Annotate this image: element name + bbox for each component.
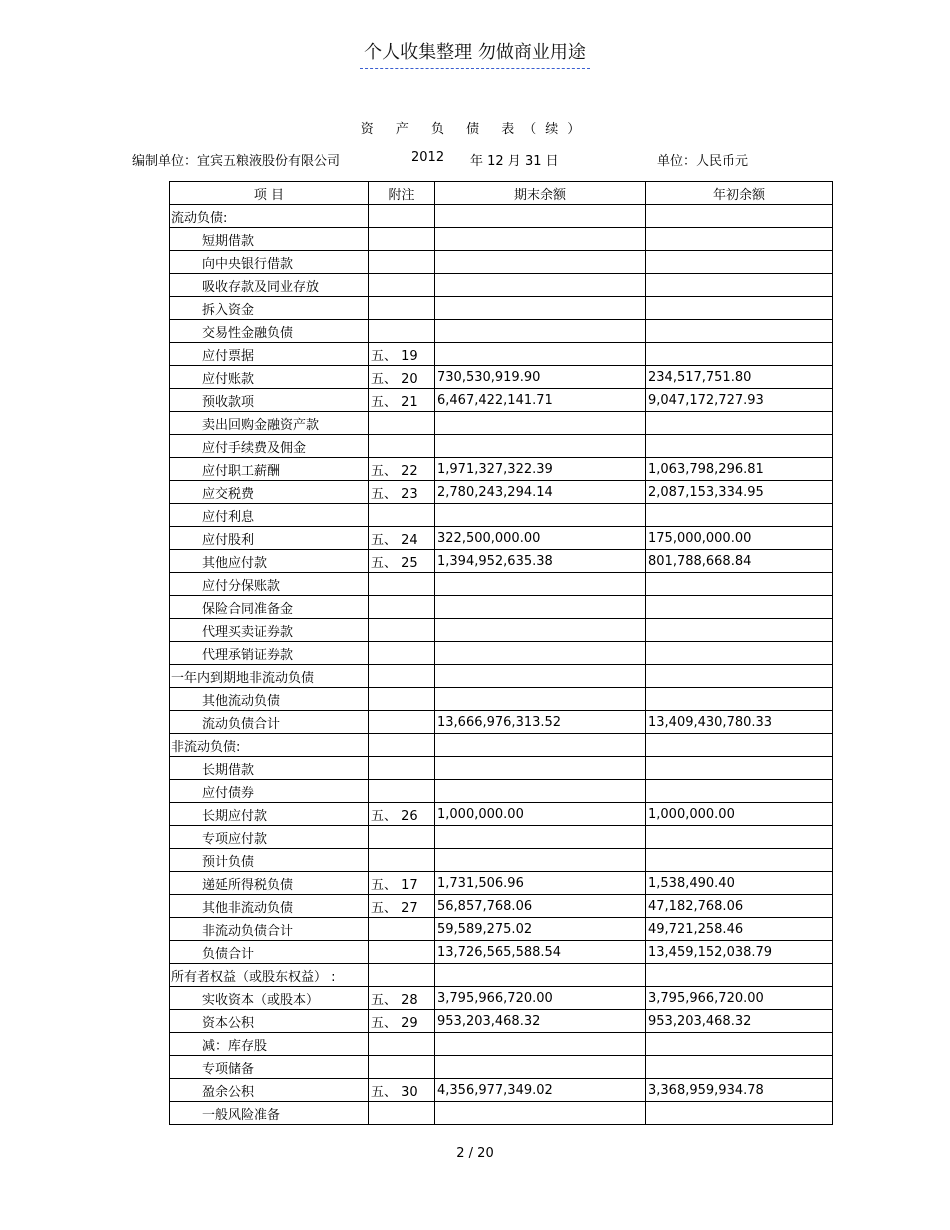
row-begin-balance: 175,000,000.00 — [646, 527, 833, 550]
table-row — [170, 688, 833, 711]
row-begin-balance — [646, 435, 833, 458]
row-begin-balance — [646, 228, 833, 251]
row-end-balance — [435, 343, 646, 366]
row-begin-balance — [646, 504, 833, 527]
row-end-balance — [435, 849, 646, 872]
row-item-label: 实收资本（或股本） — [170, 987, 369, 1010]
row-begin-balance: 1,063,798,296.81 — [646, 458, 833, 481]
row-end-balance: 1,394,952,635.38 — [435, 550, 646, 573]
row-item-label: 预收款项 — [170, 389, 369, 412]
row-end-balance: 1,000,000.00 — [435, 803, 646, 826]
row-item-label: 一般风险准备 — [170, 1102, 369, 1125]
row-note — [369, 665, 435, 688]
row-begin-balance: 49,721,258.46 — [646, 918, 833, 941]
row-end-balance: 13,666,976,313.52 — [435, 711, 646, 734]
row-end-balance — [435, 1056, 646, 1079]
row-end-balance — [435, 734, 646, 757]
row-end-balance — [435, 642, 646, 665]
row-item-label: 应付分保账款 — [170, 573, 369, 596]
row-end-balance — [435, 297, 646, 320]
row-end-balance — [435, 688, 646, 711]
row-note: 五、 26 — [369, 803, 435, 826]
row-begin-balance — [646, 251, 833, 274]
table-row — [170, 320, 833, 343]
row-note: 五、 28 — [369, 987, 435, 1010]
row-note: 五、 20 — [369, 366, 435, 389]
row-begin-balance — [646, 642, 833, 665]
row-note — [369, 1102, 435, 1125]
row-end-balance — [435, 504, 646, 527]
row-begin-balance — [646, 964, 833, 987]
row-item-label: 预计负债 — [170, 849, 369, 872]
row-begin-balance — [646, 412, 833, 435]
row-begin-balance: 1,000,000.00 — [646, 803, 833, 826]
row-note: 五、 22 — [369, 458, 435, 481]
row-note — [369, 320, 435, 343]
table-row — [170, 803, 833, 826]
table-row — [170, 550, 833, 573]
row-note: 五、 17 — [369, 872, 435, 895]
row-item-label: 其他应付款 — [170, 550, 369, 573]
row-end-balance — [435, 435, 646, 458]
row-note — [369, 251, 435, 274]
table-row — [170, 1056, 833, 1079]
row-end-balance — [435, 757, 646, 780]
row-item-label: 应付手续费及佣金 — [170, 435, 369, 458]
row-end-balance — [435, 412, 646, 435]
table-row — [170, 458, 833, 481]
row-end-balance: 953,203,468.32 — [435, 1010, 646, 1033]
column-header-item: 项 目 — [170, 182, 369, 205]
column-header-begin-balance: 年初余额 — [646, 182, 833, 205]
row-note — [369, 205, 435, 228]
row-begin-balance — [646, 573, 833, 596]
table-row — [170, 504, 833, 527]
row-begin-balance: 13,459,152,038.79 — [646, 941, 833, 964]
row-note: 五、 24 — [369, 527, 435, 550]
row-end-balance: 13,726,565,588.54 — [435, 941, 646, 964]
row-end-balance — [435, 780, 646, 803]
unit-label: 单位：人民币元 — [657, 154, 749, 169]
row-item-label: 代理承销证券款 — [170, 642, 369, 665]
table-row — [170, 642, 833, 665]
row-end-balance — [435, 205, 646, 228]
row-end-balance: 59,589,275.02 — [435, 918, 646, 941]
row-note — [369, 1033, 435, 1056]
row-note — [369, 619, 435, 642]
row-note — [369, 573, 435, 596]
row-note: 五、 29 — [369, 1010, 435, 1033]
table-row — [170, 849, 833, 872]
row-note — [369, 941, 435, 964]
row-end-balance — [435, 1102, 646, 1125]
table-row — [170, 1010, 833, 1033]
row-note — [369, 596, 435, 619]
table-row — [170, 205, 833, 228]
row-begin-balance — [646, 619, 833, 642]
row-begin-balance: 2,087,153,334.95 — [646, 481, 833, 504]
row-end-balance: 2,780,243,294.14 — [435, 481, 646, 504]
table-row — [170, 826, 833, 849]
row-item-label: 资本公积 — [170, 1010, 369, 1033]
row-item-label: 长期应付款 — [170, 803, 369, 826]
row-begin-balance — [646, 205, 833, 228]
row-item-label: 所有者权益（或股东权益） : — [170, 964, 369, 987]
row-begin-balance: 3,368,959,934.78 — [646, 1079, 833, 1102]
table-row — [170, 1102, 833, 1125]
row-end-balance: 56,857,768.06 — [435, 895, 646, 918]
row-item-label: 专项应付款 — [170, 826, 369, 849]
table-row — [170, 412, 833, 435]
row-item-label: 应付债券 — [170, 780, 369, 803]
row-end-balance — [435, 596, 646, 619]
row-item-label: 递延所得税负债 — [170, 872, 369, 895]
row-begin-balance: 953,203,468.32 — [646, 1010, 833, 1033]
row-end-balance — [435, 1033, 646, 1056]
row-end-balance — [435, 665, 646, 688]
row-item-label: 非流动负债: — [170, 734, 369, 757]
row-note — [369, 435, 435, 458]
row-begin-balance: 13,409,430,780.33 — [646, 711, 833, 734]
row-note — [369, 734, 435, 757]
row-begin-balance — [646, 665, 833, 688]
row-note: 五、 19 — [369, 343, 435, 366]
row-begin-balance — [646, 826, 833, 849]
row-end-balance — [435, 826, 646, 849]
row-item-label: 吸收存款及同业存放 — [170, 274, 369, 297]
row-end-balance — [435, 228, 646, 251]
row-item-label: 卖出回购金融资产款 — [170, 412, 369, 435]
report-date: 年 12 月 31 日 — [470, 154, 559, 169]
table-row — [170, 596, 833, 619]
row-note — [369, 1056, 435, 1079]
row-end-balance: 6,467,422,141.71 — [435, 389, 646, 412]
row-begin-balance — [646, 297, 833, 320]
row-note — [369, 849, 435, 872]
table-row — [170, 1079, 833, 1102]
row-item-label: 负债合计 — [170, 941, 369, 964]
row-item-label: 短期借款 — [170, 228, 369, 251]
row-item-label: 其他流动负债 — [170, 688, 369, 711]
column-header-note: 附注 — [369, 182, 435, 205]
row-end-balance: 4,356,977,349.02 — [435, 1079, 646, 1102]
table-row — [170, 389, 833, 412]
table-row — [170, 987, 833, 1010]
table-row — [170, 366, 833, 389]
table-row — [170, 895, 833, 918]
row-item-label: 专项储备 — [170, 1056, 369, 1079]
row-begin-balance — [646, 274, 833, 297]
row-begin-balance: 234,517,751.80 — [646, 366, 833, 389]
row-item-label: 一年内到期地非流动负债 — [170, 665, 369, 688]
row-item-label: 应付账款 — [170, 366, 369, 389]
table-row — [170, 251, 833, 274]
row-note — [369, 297, 435, 320]
row-end-balance — [435, 619, 646, 642]
row-note — [369, 757, 435, 780]
row-begin-balance — [646, 1033, 833, 1056]
row-begin-balance — [646, 343, 833, 366]
row-item-label: 保险合同准备金 — [170, 596, 369, 619]
row-begin-balance: 3,795,966,720.00 — [646, 987, 833, 1010]
balance-sheet-table — [169, 181, 833, 1125]
table-row — [170, 343, 833, 366]
row-end-balance — [435, 964, 646, 987]
row-note — [369, 504, 435, 527]
table-row — [170, 780, 833, 803]
row-begin-balance — [646, 688, 833, 711]
row-note: 五、 30 — [369, 1079, 435, 1102]
row-note — [369, 688, 435, 711]
page-header — [0, 38, 950, 64]
row-begin-balance — [646, 849, 833, 872]
row-note — [369, 274, 435, 297]
row-end-balance: 322,500,000.00 — [435, 527, 646, 550]
row-begin-balance — [646, 757, 833, 780]
row-begin-balance — [646, 1102, 833, 1125]
watermark-text: 个人收集整理 勿做商业用途 — [360, 42, 590, 69]
row-item-label: 流动负债: — [170, 205, 369, 228]
table-row — [170, 481, 833, 504]
row-note — [369, 642, 435, 665]
row-item-label: 长期借款 — [170, 757, 369, 780]
table-row — [170, 527, 833, 550]
row-item-label: 应付股利 — [170, 527, 369, 550]
row-begin-balance — [646, 1056, 833, 1079]
table-row — [170, 274, 833, 297]
table-row — [170, 734, 833, 757]
table-row — [170, 573, 833, 596]
row-end-balance: 1,731,506.96 — [435, 872, 646, 895]
row-note — [369, 918, 435, 941]
row-end-balance: 1,971,327,322.39 — [435, 458, 646, 481]
row-end-balance: 730,530,919.90 — [435, 366, 646, 389]
row-note: 五、 23 — [369, 481, 435, 504]
table-row — [170, 757, 833, 780]
row-begin-balance — [646, 320, 833, 343]
row-item-label: 应付职工薪酬 — [170, 458, 369, 481]
row-begin-balance: 1,538,490.40 — [646, 872, 833, 895]
table-row — [170, 435, 833, 458]
table-row — [170, 619, 833, 642]
row-item-label: 应付利息 — [170, 504, 369, 527]
page-number: 2 / 20 — [456, 1146, 494, 1161]
row-item-label: 流动负债合计 — [170, 711, 369, 734]
row-item-label: 应付票据 — [170, 343, 369, 366]
row-note — [369, 826, 435, 849]
row-begin-balance: 47,182,768.06 — [646, 895, 833, 918]
row-note: 五、 27 — [369, 895, 435, 918]
table-row — [170, 711, 833, 734]
row-note — [369, 228, 435, 251]
row-begin-balance: 9,047,172,727.93 — [646, 389, 833, 412]
row-item-label: 非流动负债合计 — [170, 918, 369, 941]
table-row — [170, 964, 833, 987]
table-row — [170, 665, 833, 688]
row-end-balance — [435, 251, 646, 274]
row-end-balance: 3,795,966,720.00 — [435, 987, 646, 1010]
row-begin-balance — [646, 596, 833, 619]
row-note — [369, 711, 435, 734]
row-note — [369, 964, 435, 987]
row-begin-balance — [646, 734, 833, 757]
row-begin-balance — [646, 780, 833, 803]
row-item-label: 其他非流动负债 — [170, 895, 369, 918]
row-end-balance — [435, 573, 646, 596]
report-year: 2012 — [411, 150, 445, 165]
table-row — [170, 228, 833, 251]
row-item-label: 交易性金融负债 — [170, 320, 369, 343]
row-begin-balance: 801,788,668.84 — [646, 550, 833, 573]
row-end-balance — [435, 274, 646, 297]
table-row — [170, 918, 833, 941]
row-item-label: 应交税费 — [170, 481, 369, 504]
company-label: 编制单位：宜宾五粮液股份有限公司 — [132, 154, 341, 169]
row-item-label: 减：库存股 — [170, 1033, 369, 1056]
table-row — [170, 297, 833, 320]
column-header-end-balance: 期末余额 — [435, 182, 646, 205]
table-row — [170, 872, 833, 895]
row-note: 五、 25 — [369, 550, 435, 573]
report-title: 资 产 负 债 表（续） — [360, 122, 590, 137]
table-row — [170, 1033, 833, 1056]
row-end-balance — [435, 320, 646, 343]
row-note — [369, 412, 435, 435]
row-item-label: 代理买卖证券款 — [170, 619, 369, 642]
row-item-label: 盈余公积 — [170, 1079, 369, 1102]
table-header-row — [170, 182, 833, 205]
row-item-label: 向中央银行借款 — [170, 251, 369, 274]
row-note — [369, 780, 435, 803]
table-row — [170, 941, 833, 964]
row-note: 五、 21 — [369, 389, 435, 412]
row-item-label: 拆入资金 — [170, 297, 369, 320]
